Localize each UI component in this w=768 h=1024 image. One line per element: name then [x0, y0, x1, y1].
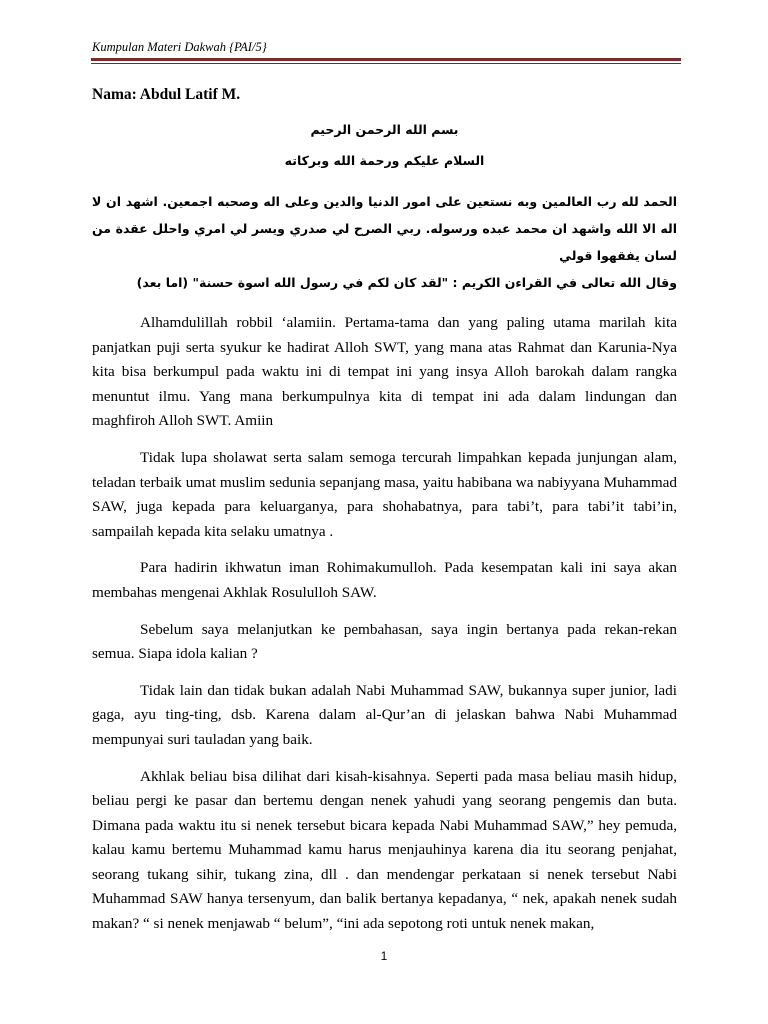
paragraph-hamdalah: Alhamdulillah robbil ‘alamiin. Pertama-tama dan yang paling utama marilah kita panjatkan puji serta syukur ke hadirat Alloh SWT, yang mana atas Rahmat dan Karunia-Nya kita bisa berkumpul pada waktu ini di tempat ini yang insya Alloh barokah dalam rangka menuntut ilmu. Yang mana berkumpulnya kita di tempat ini ada dalam lindungan dan maghfiroh Alloh SWT. Amiin	[92, 314, 677, 430]
paragraph-sholawat: Tidak lupa sholawat serta salam semoga tercurah limpahkan kepada junjungan alam, teladan terbaik umat muslim sedunia sepanjang masa, yaitu habibana wa nabiyyana Muhammad SAW, juga kepada para keluarganya, para shohabatnya, para tabi’t, para tabi’it tabi’in, sampailah kepada kita selaku umatnya .	[92, 448, 677, 540]
arabic-salam: السلام عليكم ورحمة الله وبركاته	[284, 153, 485, 168]
paragraph-question: Sebelum saya melanjutkan ke pembahasan, saya ingin bertanya pada rekan-rekan semua. Siapa idola kalian ?	[92, 620, 677, 663]
author-name: Nama: Abdul Latif M.	[92, 86, 241, 103]
paragraph-answer: Tidak lain dan tidak bukan adalah Nabi Muhammad SAW, bukannya super junior, ladi gaga, ayu ting-ting, dsb. Karena dalam al-Qur’an di jelaskan bahwa Nabi Muhammad mempunyai suri tauladan yang baik.	[92, 681, 677, 748]
arabic-basmalah: بسم الله الرحمن الرحيم	[310, 122, 459, 137]
header-rule-thick	[91, 58, 681, 61]
arabic-quote: وقال الله تعالى في القراءن الكريم : "لقد كان لكم في رسول الله اسوة حسنة" (اما بعد)	[136, 275, 677, 290]
paragraph-story: Akhlak beliau bisa dilihat dari kisah-kisahnya. Seperti pada masa beliau masih hidup, beliau pergi ke pasar dan bertemu dengan nenek yahudi yang seorang pengemis dan buta. Dimana pada waktu itu si nenek tersebut bicara kepada Nabi Muhammad SAW,” hey pemuda, kalau kamu bertemu Muhammad kamu harus menjauhinya karena dia itu seorang penjahat, seorang tukang sihir, tukang zina, dll . dan mendengar perkataan si nenek tersebut Nabi Muhammad SAW hanya tersenyum, dan balik bertanya kepadanya, “ nek, apakah nenek sudah makan? “ si nenek menjawab “ belum”, “ini ada sepotong roti untuk nenek makan,	[92, 767, 677, 933]
page-number: 1	[380, 949, 388, 963]
header-rule-thin	[91, 63, 681, 64]
paragraph-topic: Para hadirin ikhwatun iman Rohimakumulloh. Pada kesempatan kali ini saya akan membahas mengenai Akhlak Rosululloh SAW.	[92, 559, 677, 601]
document-body	[92, 86, 677, 949]
arabic-opening: الحمد لله رب العالمين وبه نستعين على امور الدنيا والدين وعلى اله وصحبه اجمعين. اشهد ان لا اله الا الله واشهد ان محمد عبده ورسوله. ربي الصرح لي صدري ويسر لي امري واحلل عقدة من لسان يفقهوا قولي	[92, 194, 677, 263]
running-header: Kumpulan Materi Dakwah {PAI/5}	[92, 40, 267, 54]
